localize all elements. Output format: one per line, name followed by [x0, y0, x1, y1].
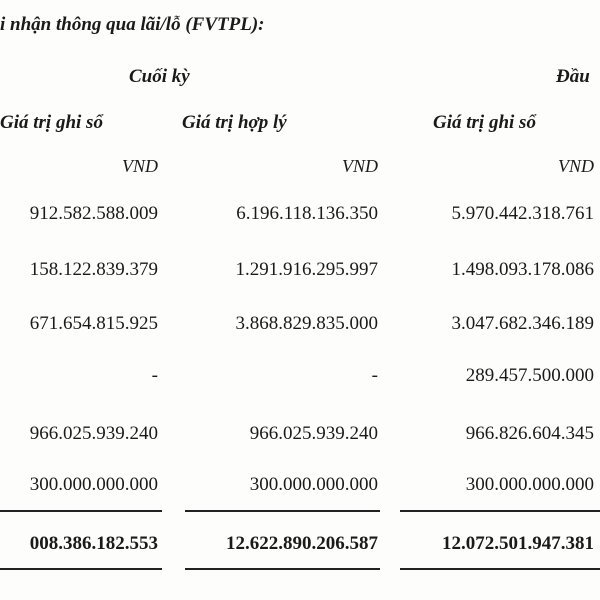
total-rule	[0, 510, 162, 512]
table-cell: 158.122.839.379	[29, 259, 158, 280]
table-cell: 6.196.118.136.350	[236, 203, 378, 224]
table-cell: 289.457.500.000	[465, 365, 594, 386]
unit-col-3: VND	[558, 156, 594, 176]
table-cell: 3.047.682.346.189	[451, 313, 594, 334]
table-cell: 966.025.939.240	[29, 423, 158, 444]
total-double-rule	[0, 568, 162, 570]
total-cell: 12.072.501.947.381	[442, 533, 594, 554]
total-cell: 008.386.182.553	[29, 533, 158, 554]
unit-col-1: VND	[122, 156, 158, 176]
header-book-value-end: Giá trị ghi sổ	[0, 112, 103, 133]
header-book-value-start: Giá trị ghi sổ	[433, 112, 536, 133]
total-double-rule	[400, 568, 600, 570]
table-cell: 300.000.000.000	[29, 474, 158, 495]
table-cell: 3.868.829.835.000	[235, 313, 378, 334]
table-cell: 1.498.093.178.086	[451, 259, 594, 280]
total-rule	[400, 510, 600, 512]
table-cell: 300.000.000.000	[249, 474, 378, 495]
table-cell: -	[151, 365, 158, 386]
table-cell: -	[371, 365, 378, 386]
table-cell: 966.826.604.345	[465, 423, 594, 444]
header-period-start: Đầu	[556, 66, 590, 87]
table-cell: 5.970.442.318.761	[451, 203, 594, 224]
total-cell: 12.622.890.206.587	[226, 533, 378, 554]
total-double-rule	[185, 568, 380, 570]
table-cell: 300.000.000.000	[465, 474, 594, 495]
table-cell: 1.291.916.295.997	[235, 259, 378, 280]
table-cell: 966.025.939.240	[249, 423, 378, 444]
table-cell: 671.654.815.925	[29, 313, 158, 334]
total-rule	[185, 510, 380, 512]
table-cell: 912.582.588.009	[29, 203, 158, 224]
header-period-end: Cuối kỳ	[129, 66, 190, 87]
header-fair-value-end: Giá trị hợp lý	[182, 112, 287, 133]
section-title: i nhận thông qua lãi/lỗ (FVTPL):	[0, 14, 265, 35]
unit-col-2: VND	[342, 156, 378, 176]
